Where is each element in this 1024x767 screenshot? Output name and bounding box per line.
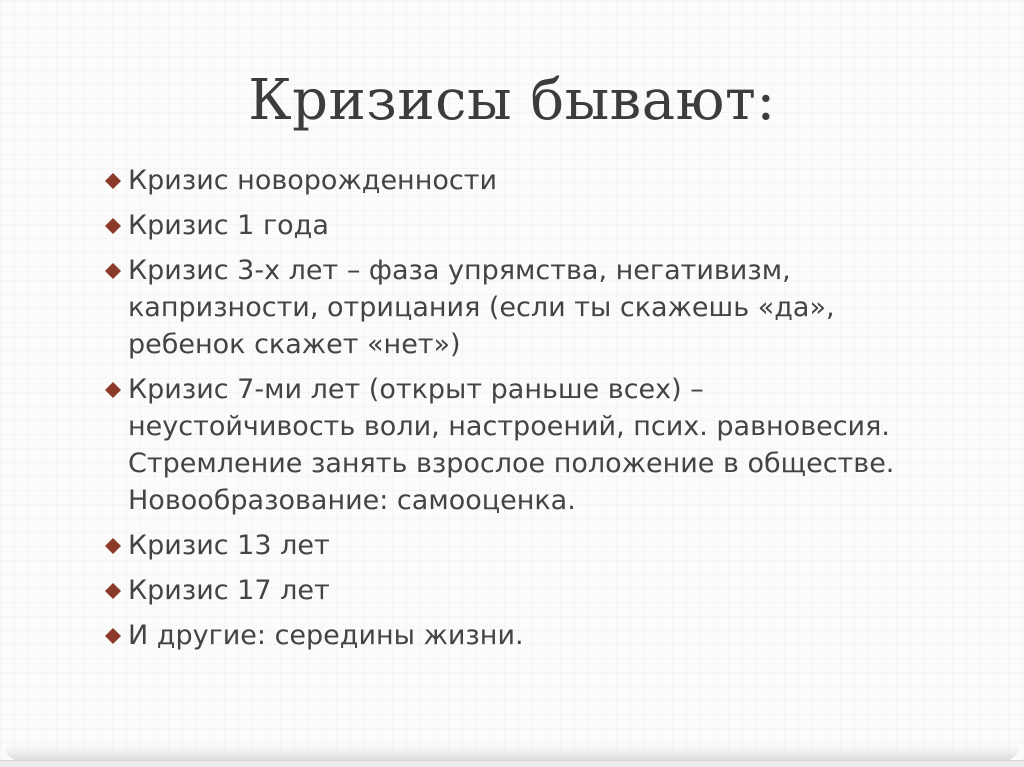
list-item-text: Кризис 3-х лет – фаза упрямства, негативизм, капризности, отрицания (если ты скажешь «да», ребенок скажет «нет») [128,255,835,360]
diamond-bullet-icon [104,627,122,645]
list-item-text: Кризис новорожденности [128,165,497,196]
list-item [104,572,904,609]
page-edge [0,760,1024,767]
list-item-text: Кризис 7-ми лет (открыт раньше всех) – неустойчивость воли, настроений, псих. равновесия. Стремление занять взрослое положение в обществе. Новообразование: самооценка. [128,374,895,516]
slide-title: Кризисы бывают: [248,68,776,133]
diamond-bullet-icon [104,537,122,555]
list-item-text: И другие: середины жизни. [128,620,524,651]
list-item [104,207,904,244]
diamond-bullet-icon [104,582,122,600]
list-item [104,371,904,519]
list-item-text: Кризис 17 лет [128,575,330,606]
list-item [104,617,904,654]
diamond-bullet-icon [104,381,122,399]
diamond-bullet-icon [104,172,122,190]
list-item [104,162,904,199]
list-item-text: Кризис 1 года [128,210,329,241]
list-item [104,252,904,363]
diamond-bullet-icon [104,262,122,280]
bullet-list [104,162,904,662]
list-item-text: Кризис 13 лет [128,530,330,561]
diamond-bullet-icon [104,217,122,235]
list-item [104,527,904,564]
